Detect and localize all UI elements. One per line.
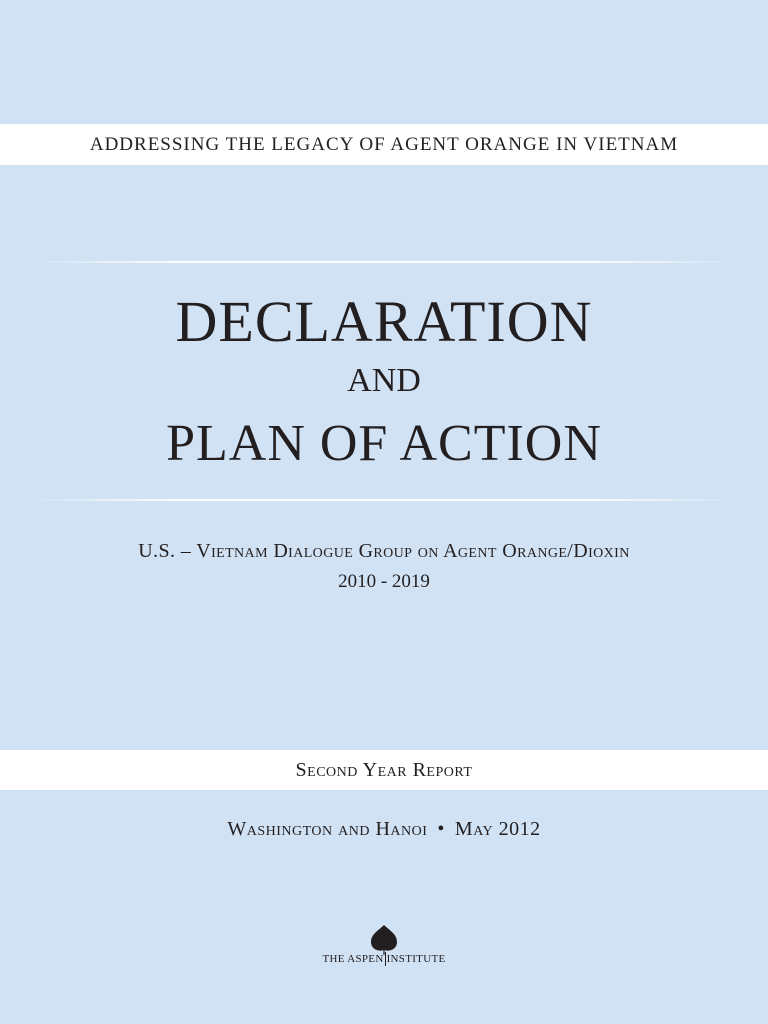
separator-bullet: • [437,818,445,840]
publisher-name-part2: INSTITUTE [386,953,446,965]
place: Washington and Hanoi [227,818,428,840]
title-declaration: DECLARATION [175,289,593,354]
publisher-divider [385,952,386,966]
series-title-band [0,124,768,165]
report-label: Second Year Report [295,758,473,781]
title-and: AND [347,362,421,399]
title-plan-of-action: PLAN OF ACTION [166,415,602,472]
date: May 2012 [454,818,541,840]
divider-bottom [30,499,738,501]
years-subtitle: 2010 - 2019 [338,571,430,592]
divider-top [30,261,738,263]
place-date-line [0,818,768,841]
aspen-institute-logo [0,924,768,966]
series-title: ADDRESSING THE LEGACY OF AGENT ORANGE IN VIETNAM [89,133,679,155]
report-band [0,750,768,790]
dialogue-group-subtitle: U.S. – Vietnam Dialogue Group on Agent Orange/Dioxin [138,540,630,562]
publisher-name-part1: THE ASPEN [322,953,384,965]
publisher-name [323,952,446,966]
